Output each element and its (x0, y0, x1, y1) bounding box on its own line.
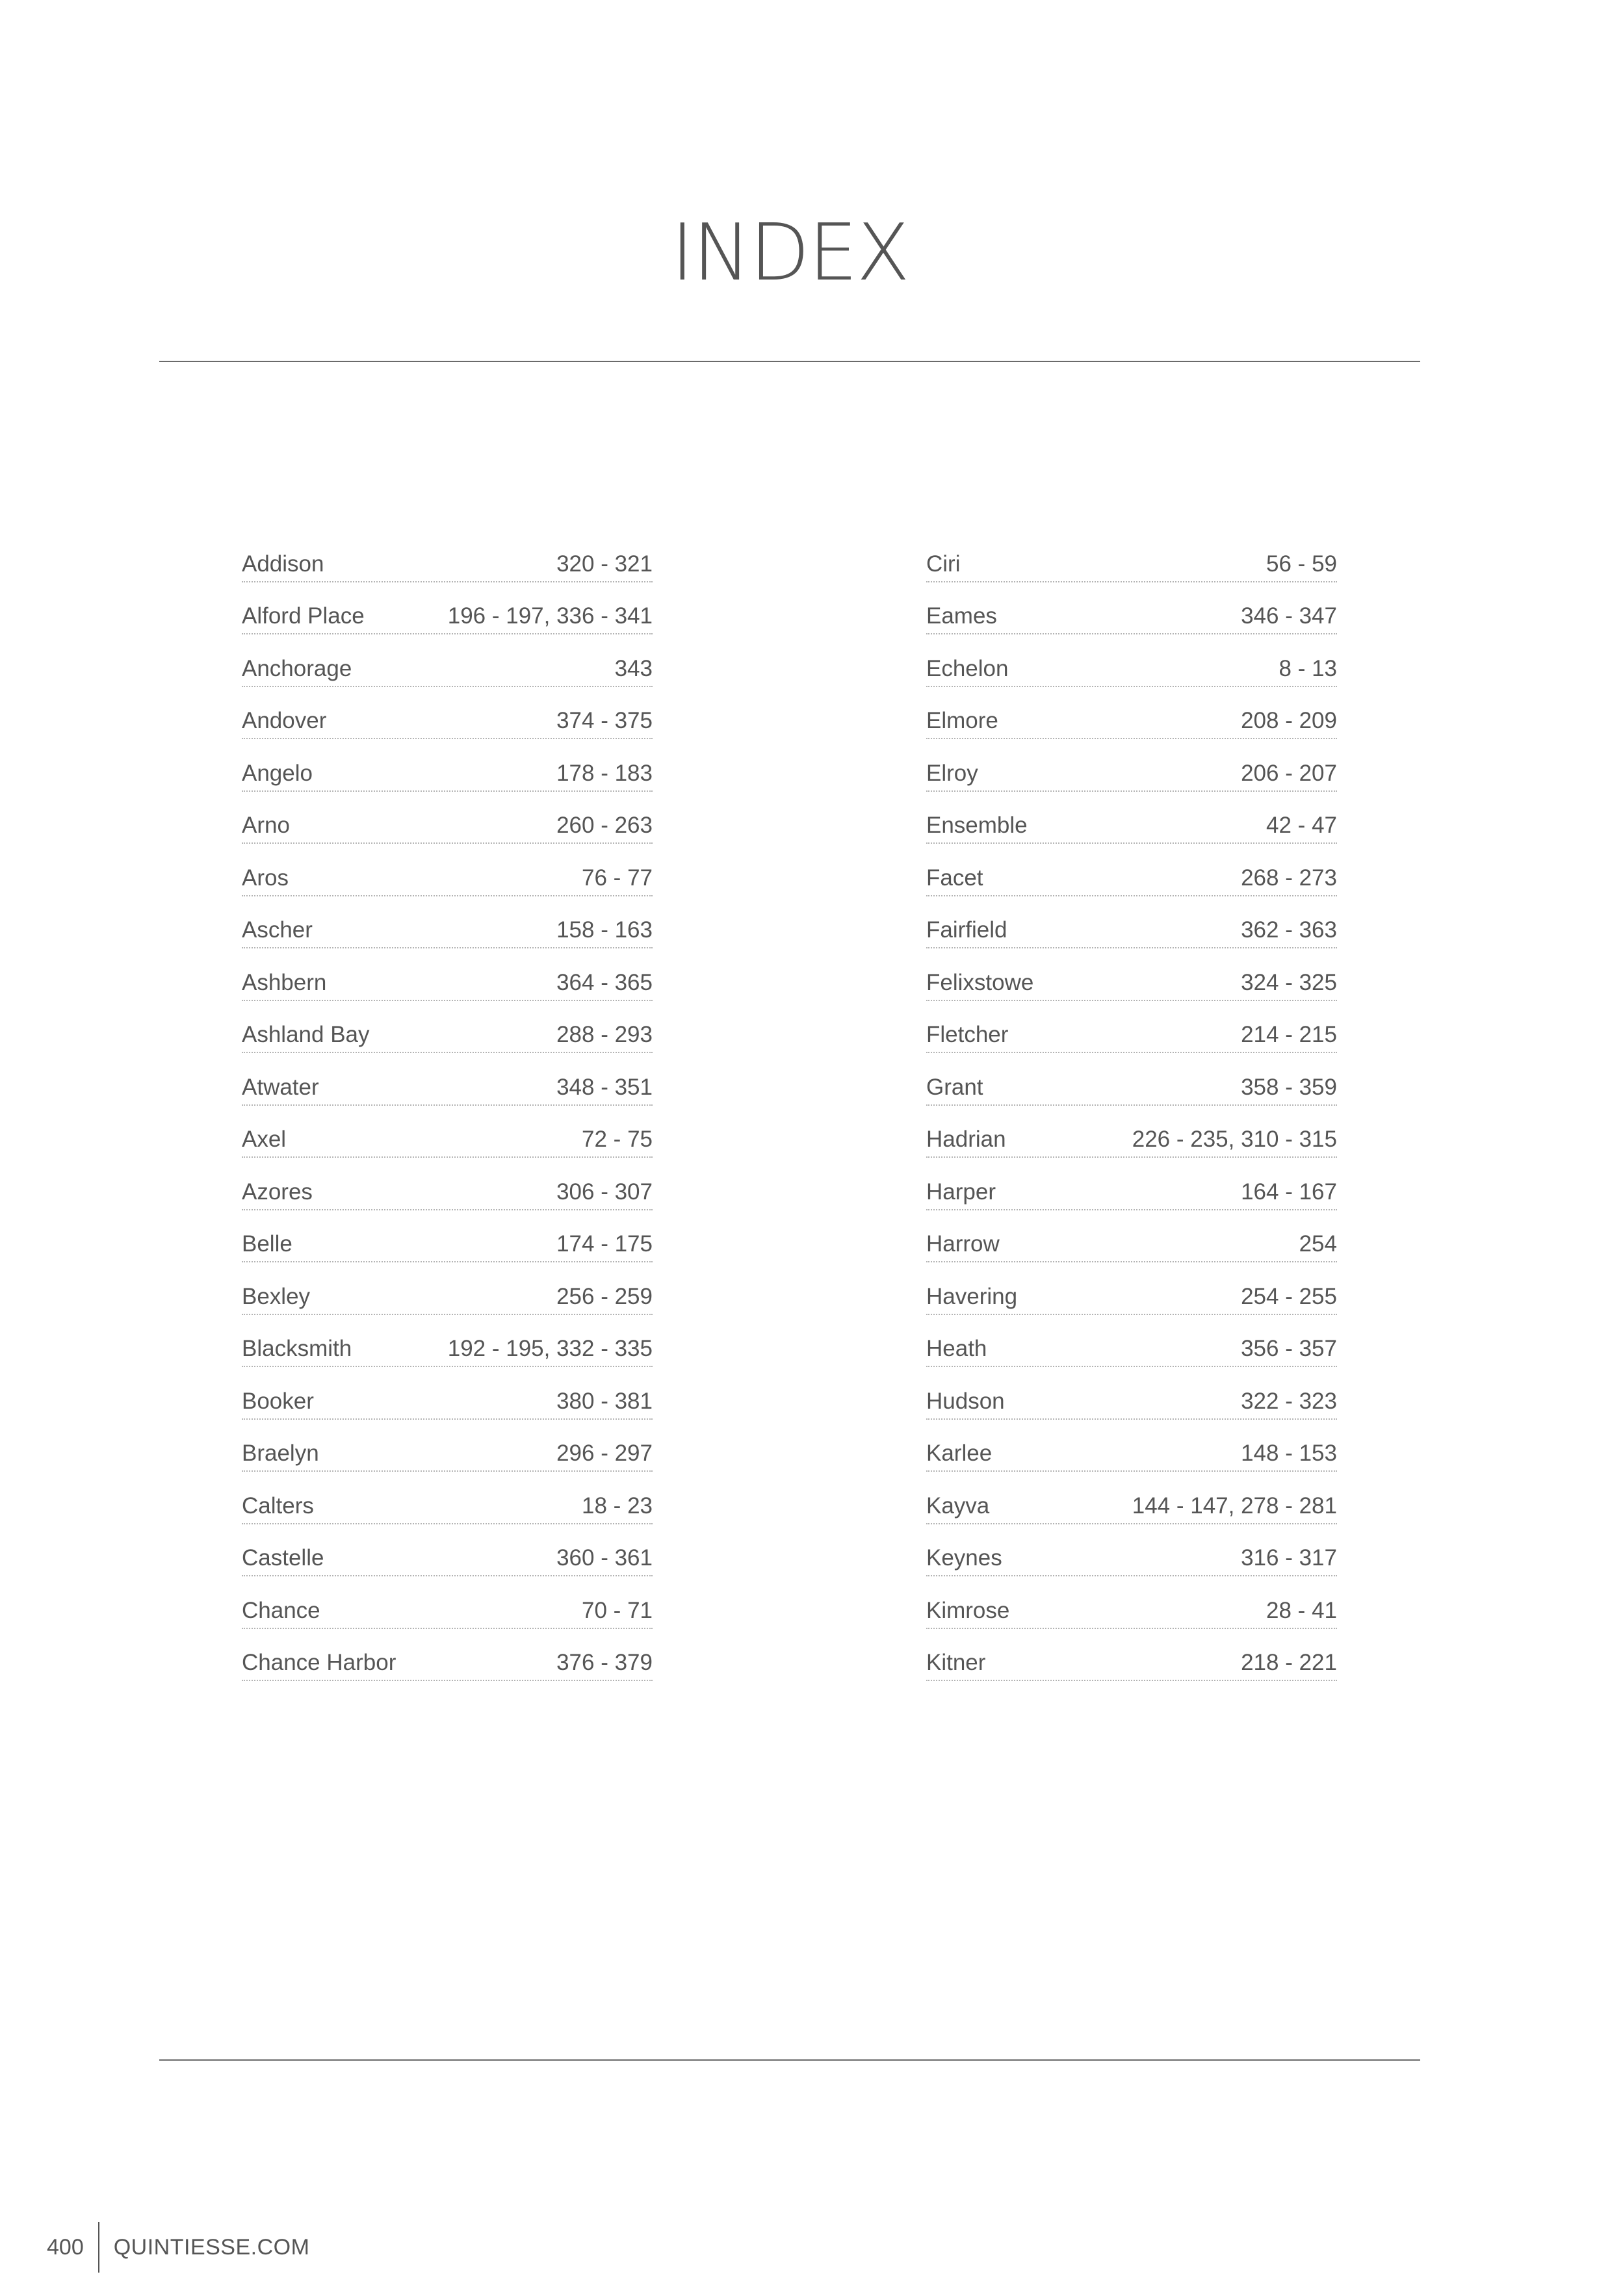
index-pages: 380 - 381 (556, 1388, 653, 1414)
index-entry (242, 1431, 653, 1472)
index-pages: 288 - 293 (556, 1022, 653, 1047)
index-pages: 348 - 351 (556, 1074, 653, 1100)
index-entry (926, 1222, 1337, 1263)
index-term: Hudson (926, 1388, 1005, 1414)
index-term: Belle (242, 1231, 292, 1257)
website-link[interactable]: QUINTIESSE.COM (113, 2234, 310, 2260)
index-entry (926, 751, 1337, 792)
index-entry (926, 646, 1337, 687)
index-entry (926, 1013, 1337, 1054)
index-term: Ciri (926, 551, 961, 577)
index-pages: 226 - 235, 310 - 315 (1132, 1127, 1337, 1152)
index-entry (242, 699, 653, 740)
index-pages: 192 - 195, 332 - 335 (447, 1336, 653, 1361)
index-entry (242, 855, 653, 896)
index-entry (242, 1065, 653, 1106)
index-term: Calters (242, 1493, 314, 1519)
index-entry (242, 1169, 653, 1210)
index-pages: 218 - 221 (1241, 1650, 1337, 1675)
index-term: Havering (926, 1283, 1018, 1309)
index-pages: 28 - 41 (1266, 1597, 1337, 1623)
page-title: INDEX (671, 208, 909, 299)
index-term: Anchorage (242, 655, 352, 681)
index-entry (926, 1431, 1337, 1472)
index-pages: 70 - 71 (582, 1597, 653, 1623)
index-term: Alford Place (242, 603, 365, 629)
index-pages: 144 - 147, 278 - 281 (1132, 1493, 1337, 1519)
index-entry (242, 1641, 653, 1682)
index-entry (242, 1536, 653, 1577)
index-term: Axel (242, 1127, 287, 1152)
index-term: Kitner (926, 1650, 986, 1675)
index-term: Ashbern (242, 969, 327, 995)
index-pages: 324 - 325 (1241, 969, 1337, 995)
index-pages: 320 - 321 (556, 551, 653, 577)
index-pages: 374 - 375 (556, 708, 653, 733)
index-entry (926, 1065, 1337, 1106)
index-entry (242, 646, 653, 687)
index-entry (926, 1641, 1337, 1682)
index-term: Ascher (242, 917, 313, 943)
index-pages: 8 - 13 (1279, 655, 1337, 681)
index-entry (242, 803, 653, 844)
index-entry (242, 1222, 653, 1263)
index-term: Keynes (926, 1545, 1002, 1571)
index-term: Felixstowe (926, 969, 1034, 995)
index-pages: 254 - 255 (1241, 1283, 1337, 1309)
index-entry (926, 960, 1337, 1001)
index-entry (242, 751, 653, 792)
index-pages: 358 - 359 (1241, 1074, 1337, 1100)
index-term: Echelon (926, 655, 1009, 681)
index-pages: 196 - 197, 336 - 341 (447, 603, 653, 629)
index-entry (242, 1327, 653, 1368)
index-term: Braelyn (242, 1441, 319, 1466)
index-entry (242, 908, 653, 949)
index-entry (242, 594, 653, 635)
top-divider (159, 361, 1420, 362)
index-term: Arno (242, 813, 290, 838)
index-pages: 76 - 77 (582, 865, 653, 891)
index-term: Kimrose (926, 1597, 1010, 1623)
index-term: Aros (242, 865, 289, 891)
index-pages: 18 - 23 (582, 1493, 653, 1519)
index-pages: 360 - 361 (556, 1545, 653, 1571)
page-footer (47, 2222, 309, 2273)
index-entry (926, 699, 1337, 740)
index-entry (926, 1536, 1337, 1577)
page-number: 400 (47, 2234, 84, 2260)
index-pages: 208 - 209 (1241, 708, 1337, 733)
index-pages: 356 - 357 (1241, 1336, 1337, 1361)
index-entry (242, 960, 653, 1001)
index-term: Harper (926, 1179, 996, 1205)
index-term: Harrow (926, 1231, 1000, 1257)
index-term: Andover (242, 708, 327, 733)
index-entry (926, 908, 1337, 949)
index-term: Karlee (926, 1441, 993, 1466)
index-term: Bexley (242, 1283, 311, 1309)
index-pages: 254 (1299, 1231, 1337, 1257)
index-entry (926, 1327, 1337, 1368)
index-entry (242, 1379, 653, 1420)
index-pages: 322 - 323 (1241, 1388, 1337, 1414)
index-term: Grant (926, 1074, 983, 1100)
index-pages: 164 - 167 (1241, 1179, 1337, 1205)
index-pages: 174 - 175 (556, 1231, 653, 1257)
index-column-left (242, 541, 653, 1693)
index-entry (242, 1274, 653, 1315)
index-term: Kayva (926, 1493, 990, 1519)
index-entry (926, 1117, 1337, 1158)
index-pages: 362 - 363 (1241, 917, 1337, 943)
index-term: Ensemble (926, 813, 1028, 838)
index-term: Chance (242, 1597, 320, 1623)
index-term: Elroy (926, 760, 978, 786)
index-pages: 268 - 273 (1241, 865, 1337, 891)
index-term: Ashland Bay (242, 1022, 370, 1047)
index-term: Booker (242, 1388, 314, 1414)
bottom-divider (159, 2059, 1420, 2061)
index-term: Atwater (242, 1074, 319, 1100)
index-term: Fletcher (926, 1022, 1009, 1047)
index-pages: 214 - 215 (1241, 1022, 1337, 1047)
index-entry (926, 803, 1337, 844)
index-pages: 56 - 59 (1266, 551, 1337, 577)
index-term: Blacksmith (242, 1336, 352, 1361)
index-entry (926, 1379, 1337, 1420)
index-pages: 316 - 317 (1241, 1545, 1337, 1571)
index-term: Fairfield (926, 917, 1007, 943)
index-entry (926, 541, 1337, 582)
index-pages: 306 - 307 (556, 1179, 653, 1205)
index-term: Facet (926, 865, 983, 891)
index-pages: 206 - 207 (1241, 760, 1337, 786)
index-term: Angelo (242, 760, 313, 786)
index-term: Addison (242, 551, 324, 577)
index-term: Eames (926, 603, 997, 629)
index-pages: 158 - 163 (556, 917, 653, 943)
index-pages: 346 - 347 (1241, 603, 1337, 629)
index-entry (242, 1483, 653, 1524)
index-entry (926, 1169, 1337, 1210)
index-pages: 343 (614, 655, 653, 681)
index-entry (242, 1588, 653, 1629)
index-pages: 256 - 259 (556, 1283, 653, 1309)
index-pages: 260 - 263 (556, 813, 653, 838)
index-pages: 364 - 365 (556, 969, 653, 995)
index-term: Castelle (242, 1545, 324, 1571)
index-entry (926, 1274, 1337, 1315)
index-pages: 148 - 153 (1241, 1441, 1337, 1466)
index-entry (926, 1483, 1337, 1524)
index-column-right (926, 541, 1337, 1693)
index-pages: 178 - 183 (556, 760, 653, 786)
index-term: Chance Harbor (242, 1650, 396, 1675)
index-entry (242, 1013, 653, 1054)
index-pages: 72 - 75 (582, 1127, 653, 1152)
index-entry (242, 1117, 653, 1158)
index-pages: 376 - 379 (556, 1650, 653, 1675)
index-term: Azores (242, 1179, 313, 1205)
index-entry (926, 1588, 1337, 1629)
index-entry (926, 594, 1337, 635)
index-term: Elmore (926, 708, 998, 733)
index-entry (926, 855, 1337, 896)
index-pages: 42 - 47 (1266, 813, 1337, 838)
index-entry (242, 541, 653, 582)
index-term: Hadrian (926, 1127, 1006, 1152)
index-pages: 296 - 297 (556, 1441, 653, 1466)
index-term: Heath (926, 1336, 987, 1361)
